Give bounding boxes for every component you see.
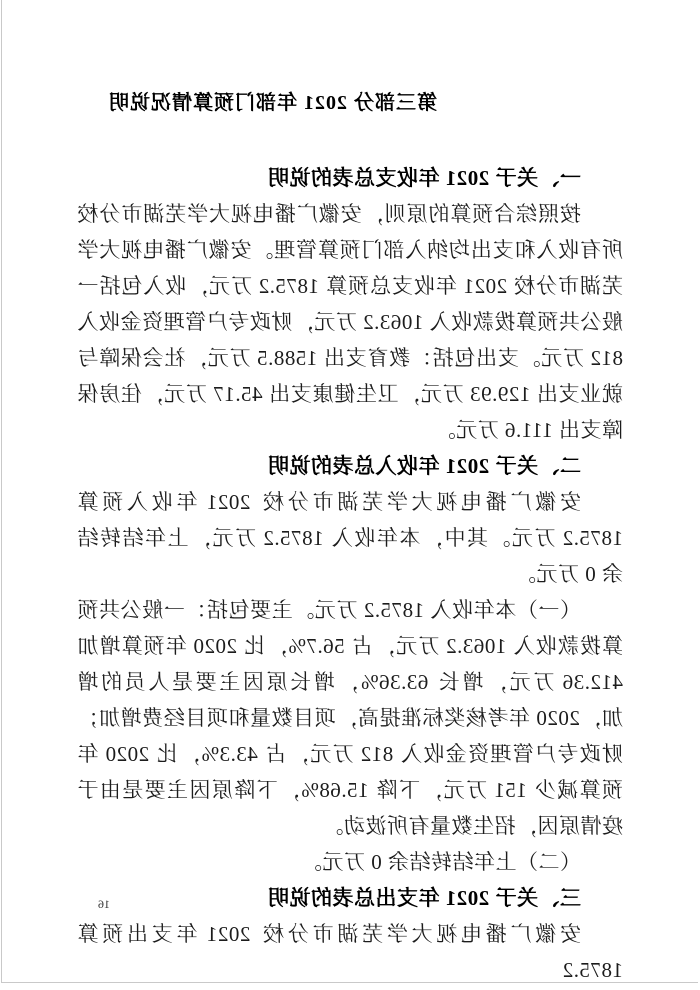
section-heading-income-expense-summary: 一、关于 2021 年收支总表的说明 bbox=[267, 166, 581, 190]
paragraph-carryover: （二）上年结转结余 0 万元。 bbox=[300, 850, 581, 874]
mirrored-page-content bbox=[2, 0, 698, 982]
paragraph-budget-overview: 按照综合预算的原则，安徽广播电视大学芜湖市分校所有收入和支出均纳入部门预算管理。安徽广播电视大学芜湖市分校 2021 年收支总预算 1875.2 万元，收入包括一般公共预算拨款收入 1063.2 万元，财政专户管理资金收入 812 万元。支出包括：教育支出 1588.5 万元，社会保障与就业支出 129.93 万元，卫生健康支出 45.17 万元，住房保障支出 111.6 万元。 bbox=[77, 202, 623, 442]
document-page bbox=[1, 0, 698, 983]
page-body bbox=[2, 88, 698, 988]
paragraph-income-detail: （一）本年收入 1875.2 万元。主要包括：一般公共预算拨款收入 1063.2 万元，占 56.7%，比 2020 年预算增加 412.36 万元，增长 63.36%，增长原因主要是人员的增加，2020 年考核奖标准提高，项目数量和项目经费增加；财政专户管理资金收入 812 万元，占 43.3%，比 2020 年预算减少 151 万元，下降 15.68%，下降原因主要是由于疫情原因，招生数量有所波动。 bbox=[77, 598, 623, 838]
paragraph-expense-total: 安徽广播电视大学芜湖市分校 2021 年支出预算 1875.2 bbox=[77, 922, 623, 982]
section-heading-income-summary: 二、关于 2021 年收入总表的说明 bbox=[267, 454, 581, 478]
document-title: 第三部分 2021 年部门预算情况说明 bbox=[108, 92, 437, 114]
section-heading-expense-summary: 三、关于 2021 年支出总表的说明 bbox=[267, 886, 581, 910]
page-number: 16 bbox=[98, 897, 110, 911]
paragraph-income-total: 安徽广播电视大学芜湖市分校 2021 年收入预算 1875.2 万元。其中，本年收入 1875.2 万元，上年结转结余 0 万元。 bbox=[77, 490, 623, 586]
